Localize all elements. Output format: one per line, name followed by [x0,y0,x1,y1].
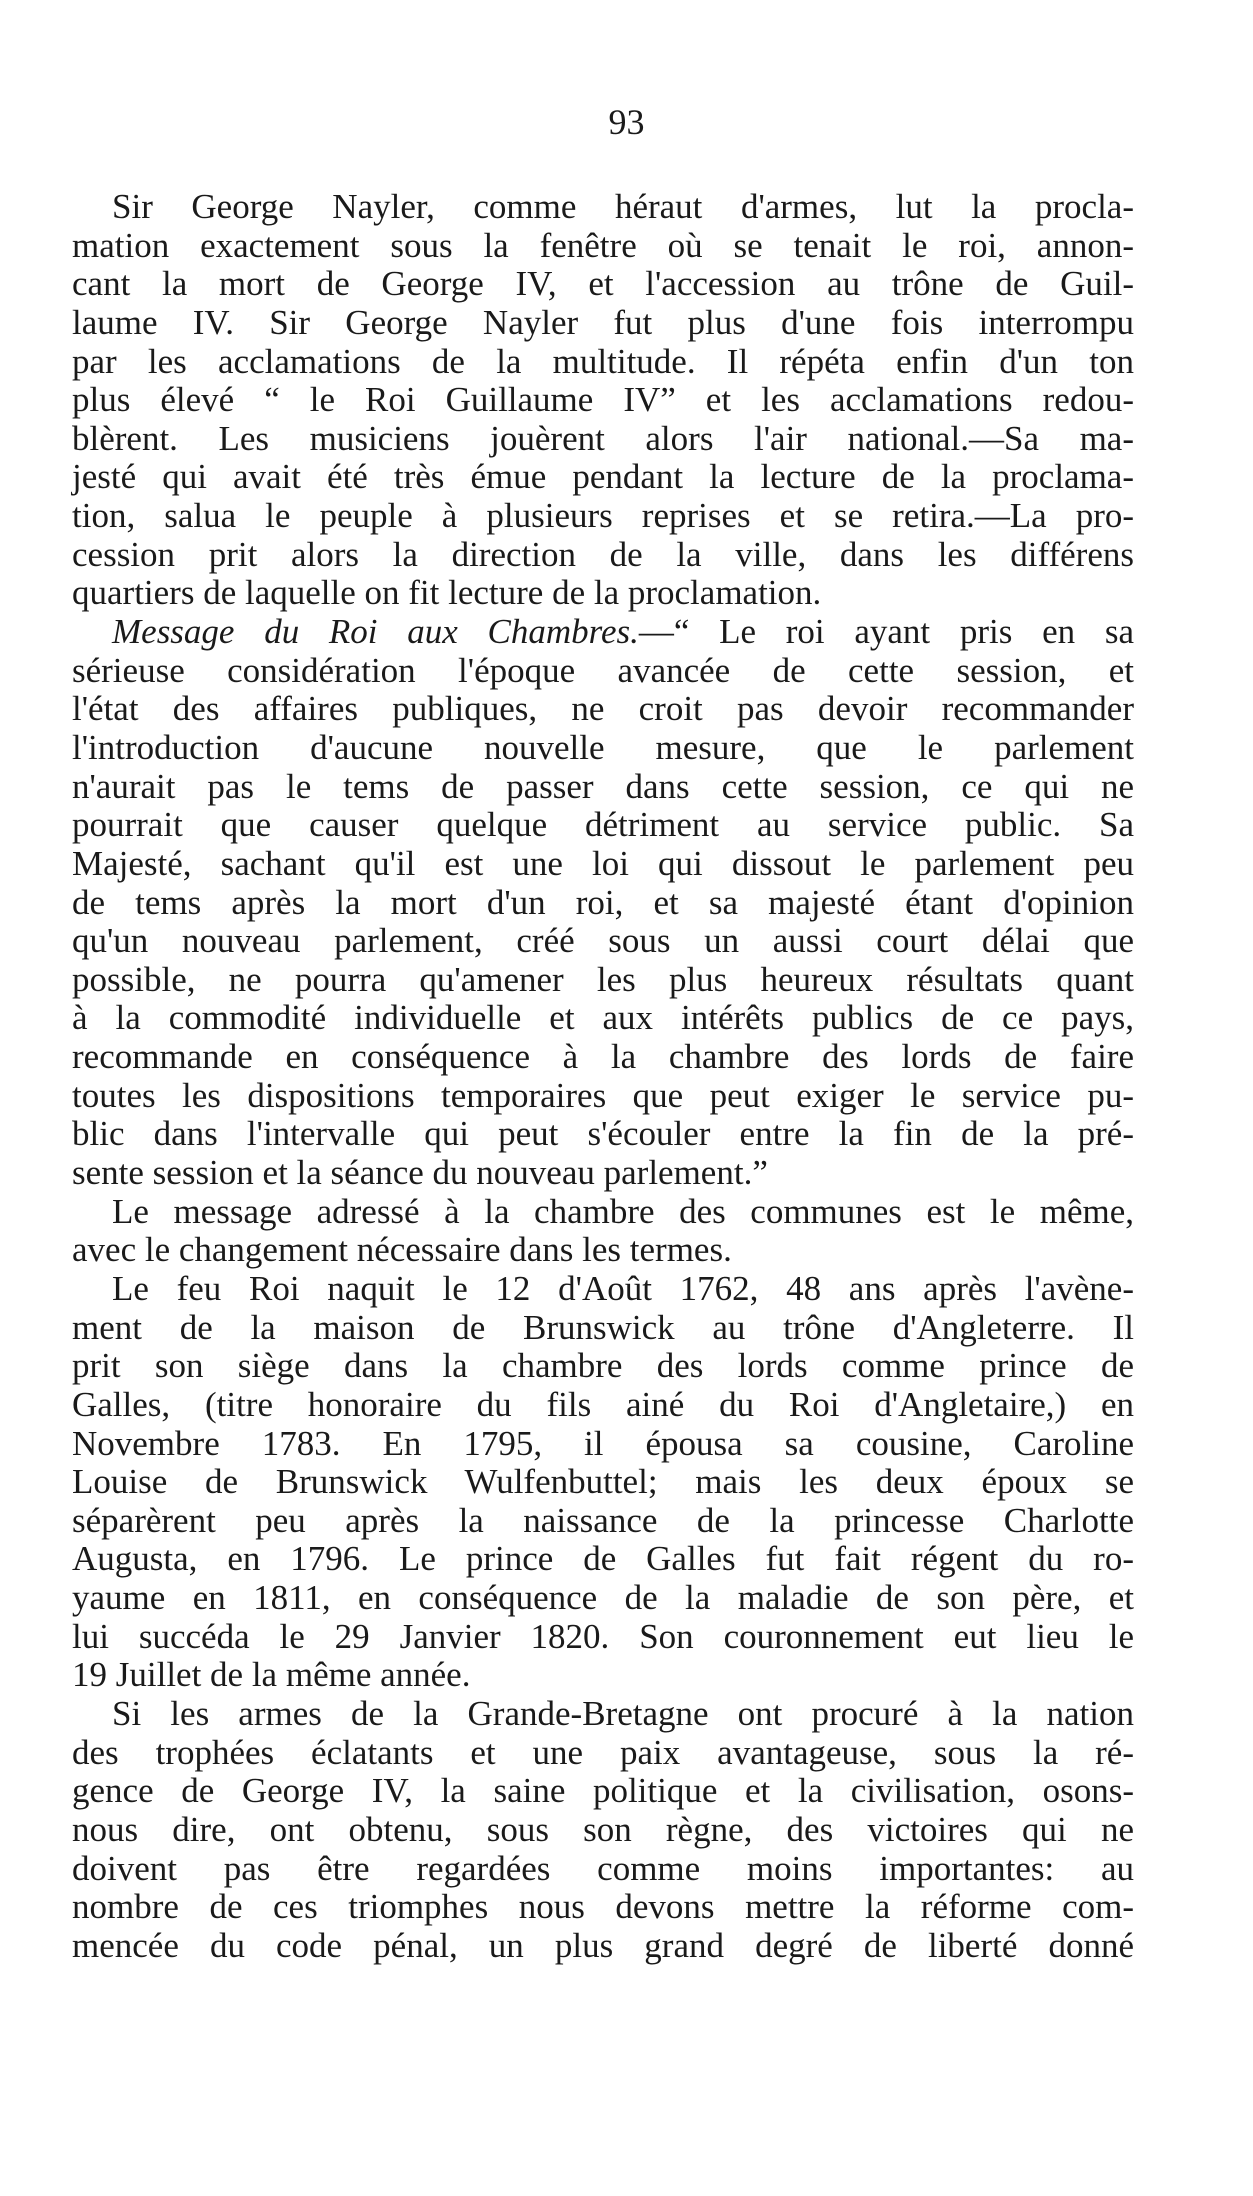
paragraph-late-king-biography [72,1270,1134,1695]
text-line: Novembre 1783. En 1795, il épousa sa cousine, Caroline [72,1423,1134,1463]
text-line: toutes les dispositions temporaires que peut exiger le service pu- [72,1075,1134,1115]
text-line: de tems après la mort d'un roi, et sa majesté étant d'opinion [72,882,1134,922]
text-line: lui succéda le 29 Janvier 1820. Son couronnement eut lieu le [72,1616,1134,1656]
text-line: blic dans l'intervalle qui peut s'écouler entre la fin de la pré- [72,1114,1134,1154]
text-line: des trophées éclatants et une paix avantageuse, sous la ré- [72,1732,1134,1772]
text-line: Si les armes de la Grande-Bretagne ont procuré à la nation [112,1693,1134,1733]
text-line: séparèrent peu après la naissance de la princesse Charlotte [72,1500,1134,1540]
text-line: Le feu Roi naquit le 12 d'Août 1762, 48 ans après l'avène- [112,1268,1134,1308]
text-line: sente session et la séance du nouveau parlement.” [72,1153,768,1193]
text-line: cession prit alors la direction de la ville, dans les différens [72,534,1134,574]
text-line: nombre de ces triomphes nous devons mettre la réforme com- [72,1887,1134,1927]
text-line: plus élevé “ le Roi Guillaume IV” et les acclamations redou- [72,380,1134,420]
text-line: possible, ne pourra qu'amener les plus heureux résultats quant [72,959,1134,999]
text-line: avec le changement nécessaire dans les termes. [72,1230,732,1270]
text-line: doivent pas être regardées comme moins importantes: au [72,1848,1134,1888]
page-body [72,188,1134,1965]
text-line: tion, salua le peuple à plusieurs reprises et se retira.—La pro- [72,496,1134,536]
text-line: pourrait que causer quelque détriment au service public. Sa [72,805,1134,845]
text-line: Galles, (titre honoraire du fils ainé du Roi d'Angletaire,) en [72,1384,1134,1424]
paragraph-royal-message [72,613,1134,1193]
text-line: ment de la maison de Brunswick au trône d'Angleterre. Il [72,1307,1134,1347]
text-line: jesté qui avait été très émue pendant la lecture de la proclama- [72,457,1134,497]
text-line: sérieuse considération l'époque avancée de cette session, et [72,650,1134,690]
text-line: Louise de Brunswick Wulfenbuttel; mais les deux époux se [72,1462,1134,1502]
page-number: 93 [608,102,645,142]
text-line: quartiers de laquelle on fit lecture de la proclamation. [72,573,822,613]
text-line: qu'un nouveau parlement, créé sous un aussi court délai que [72,921,1134,961]
text-line: Le message adressé à la chambre des communes est le même, [112,1191,1134,1231]
text-line: n'aurait pas le tems de passer dans cette session, ce qui ne [72,766,1134,806]
text-line: l'introduction d'aucune nouvelle mesure, que le parlement [72,727,1134,767]
text-line: laume IV. Sir George Nayler fut plus d'une fois interrompu [72,302,1134,342]
text-line: Majesté, sachant qu'il est une loi qui dissout le parlement peu [72,843,1134,883]
text-line: cant la mort de George IV, et l'accession au trône de Guil- [72,264,1134,304]
text-line: prit son siège dans la chambre des lords comme prince de [72,1346,1134,1386]
text-line: gence de George IV, la saine politique et la civilisation, osons- [72,1771,1134,1811]
text-line: l'état des affaires publiques, ne croit pas devoir recommander [72,689,1134,729]
message-heading: Message du Roi aux Chambres. [112,612,639,652]
text-line: par les acclamations de la multitude. Il répéta enfin d'un ton [72,341,1134,381]
text-line: 19 Juillet de la même année. [72,1655,471,1695]
text-line: Sir George Nayler, comme héraut d'armes, lut la procla- [112,187,1134,226]
text-line: nous dire, ont obtenu, sous son règne, des victoires qui ne [72,1809,1134,1849]
text-line [72,613,1134,652]
text-line: yaume en 1811, en conséquence de la maladie de son père, et [72,1578,1134,1618]
text-line: mencée du code pénal, un plus grand degré de liberté donné [72,1925,1134,1965]
message-opening: —“ Le roi ayant pris en sa [638,612,1135,652]
text-line: Augusta, en 1796. Le prince de Galles fut fait régent du ro- [72,1539,1134,1579]
paragraph-proclamation [72,188,1134,613]
text-line: recommande en conséquence à la chambre des lords de faire [72,1037,1134,1077]
paragraph-commons-message [72,1193,1134,1270]
text-line: mation exactement sous la fenêtre où se tenait le roi, annon- [72,225,1134,265]
text-line: blèrent. Les musiciens jouèrent alors l'air national.—Sa ma- [72,418,1134,458]
paragraph-reign-achievements [72,1695,1134,1965]
text-line: à la commodité individuelle et aux intérêts publics de ce pays, [72,998,1134,1038]
